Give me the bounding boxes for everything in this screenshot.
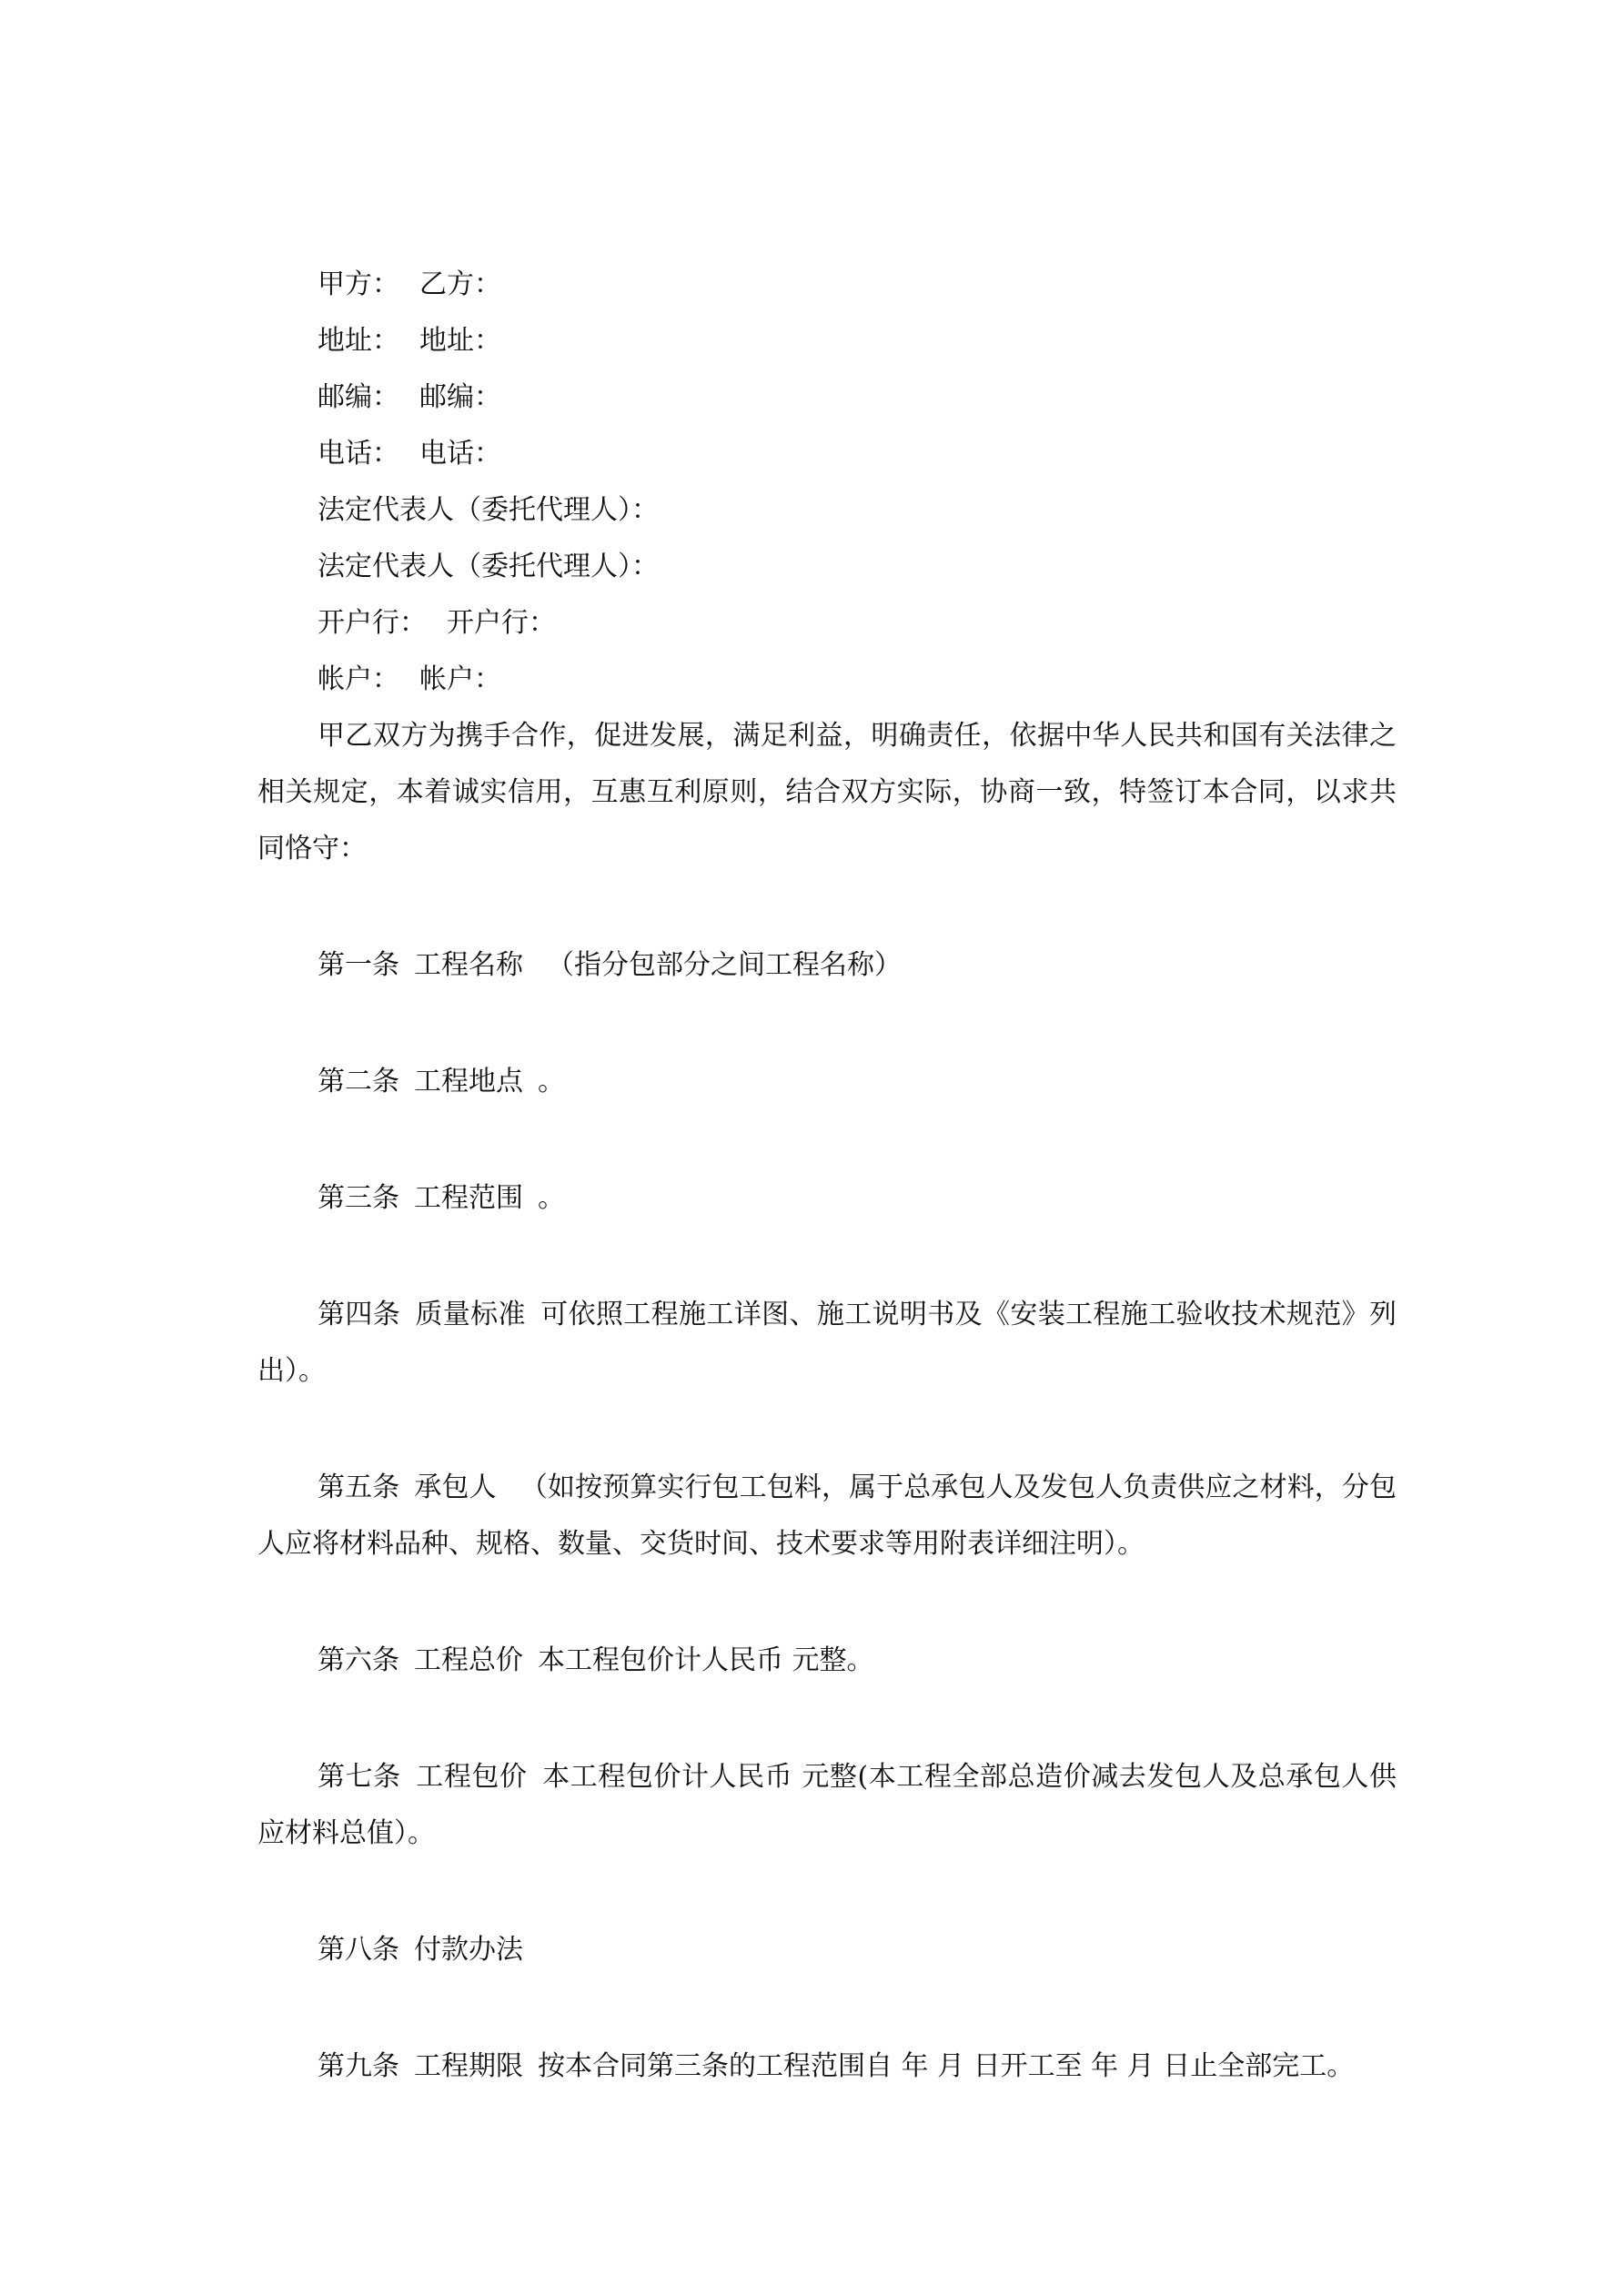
article-text: 。: [538, 1182, 565, 1214]
party-line-address: [257, 313, 1397, 369]
party-b-address-label: 地址：: [419, 325, 501, 357]
article-2: [257, 1054, 1397, 1110]
party-b-phone-label: 电话：: [419, 438, 501, 470]
article-number: 第六条: [318, 1644, 399, 1676]
party-line-name: [257, 257, 1397, 313]
party-line-account: [257, 652, 1397, 708]
contract-body: [257, 257, 1397, 2095]
article-number: 第四条: [318, 1299, 401, 1330]
party-line-bank: [257, 595, 1397, 652]
party-a-account-label: 帐户：: [318, 663, 399, 695]
article-number: 第一条: [318, 949, 399, 981]
article-number: 第八条: [318, 1934, 399, 1966]
article-8: [257, 1922, 1397, 1978]
article-number: 第七条: [318, 1761, 401, 1793]
party-a-phone-label: 电话：: [318, 438, 399, 470]
article-6: [257, 1633, 1397, 1689]
party-a-label: 甲方：: [318, 268, 399, 300]
article-text: （指分包部分之间工程名称）: [547, 949, 902, 981]
article-title: 工程范围: [414, 1182, 523, 1214]
article-number: 第三条: [318, 1182, 399, 1214]
article-5: [257, 1460, 1397, 1573]
article-number: 第二条: [318, 1066, 399, 1097]
article-text: （如按预算实行包工包料，属于总承包人及发包人负责供应之材料，分包人应将材料品种、规格、数量、交货时间、技术要求等用附表详细注明）。: [257, 1472, 1397, 1560]
article-4: [257, 1287, 1397, 1400]
article-text: 。: [538, 1066, 565, 1097]
article-title: 工程总价: [414, 1644, 523, 1676]
party-line-representative-b: [257, 539, 1397, 595]
party-a-representative-label: 法定代表人（委托代理人）：: [318, 494, 659, 526]
party-line-postcode: [257, 369, 1397, 426]
party-b-account-label: 帐户：: [419, 663, 501, 695]
article-7: [257, 1749, 1397, 1862]
article-number: 第九条: [318, 2050, 399, 2082]
article-title: 工程期限: [414, 2050, 523, 2082]
article-title: 工程包价: [415, 1761, 528, 1793]
party-a-postcode-label: 邮编：: [318, 381, 399, 413]
article-3: [257, 1170, 1397, 1227]
article-text: 本工程包价计人民币 元整。: [538, 1644, 874, 1676]
article-1: [257, 937, 1397, 994]
article-text: 可依照工程施工详图、施工说明书及《安装工程施工验收技术规范》列出）。: [257, 1299, 1397, 1387]
party-a-bank-label: 开户行：: [318, 607, 427, 639]
intro-paragraph: 甲乙双方为携手合作，促进发展，满足利益，明确责任，依据中华人民共和国有关法律之相关规定，本着诚实信用，互惠互利原则，结合双方实际，协商一致，特签订本合同，以求共同恪守：: [257, 720, 1397, 865]
article-title: 付款办法: [414, 1934, 523, 1966]
party-b-representative-label: 法定代表人（委托代理人）：: [318, 551, 659, 582]
party-b-label: 乙方：: [419, 268, 501, 300]
article-title: 质量标准: [415, 1299, 526, 1330]
party-b-postcode-label: 邮编：: [419, 381, 501, 413]
article-number: 第五条: [318, 1472, 400, 1503]
party-line-representative-a: [257, 482, 1397, 539]
article-text: 按本合同第三条的工程范围自 年 月 日开工至 年 月 日止全部完工。: [538, 2050, 1355, 2082]
party-b-bank-label: 开户行：: [447, 607, 556, 639]
article-title: 承包人: [414, 1472, 497, 1503]
article-title: 工程地点: [414, 1066, 523, 1097]
party-line-phone: [257, 426, 1397, 482]
party-info-block: [257, 257, 1397, 708]
article-9: [257, 2038, 1397, 2095]
article-title: 工程名称: [414, 949, 523, 981]
article-text: 本工程包价计人民币 元整(本工程全部总造价减去发包人及总承包人供应材料总值）。: [257, 1761, 1397, 1849]
party-a-address-label: 地址：: [318, 325, 399, 357]
